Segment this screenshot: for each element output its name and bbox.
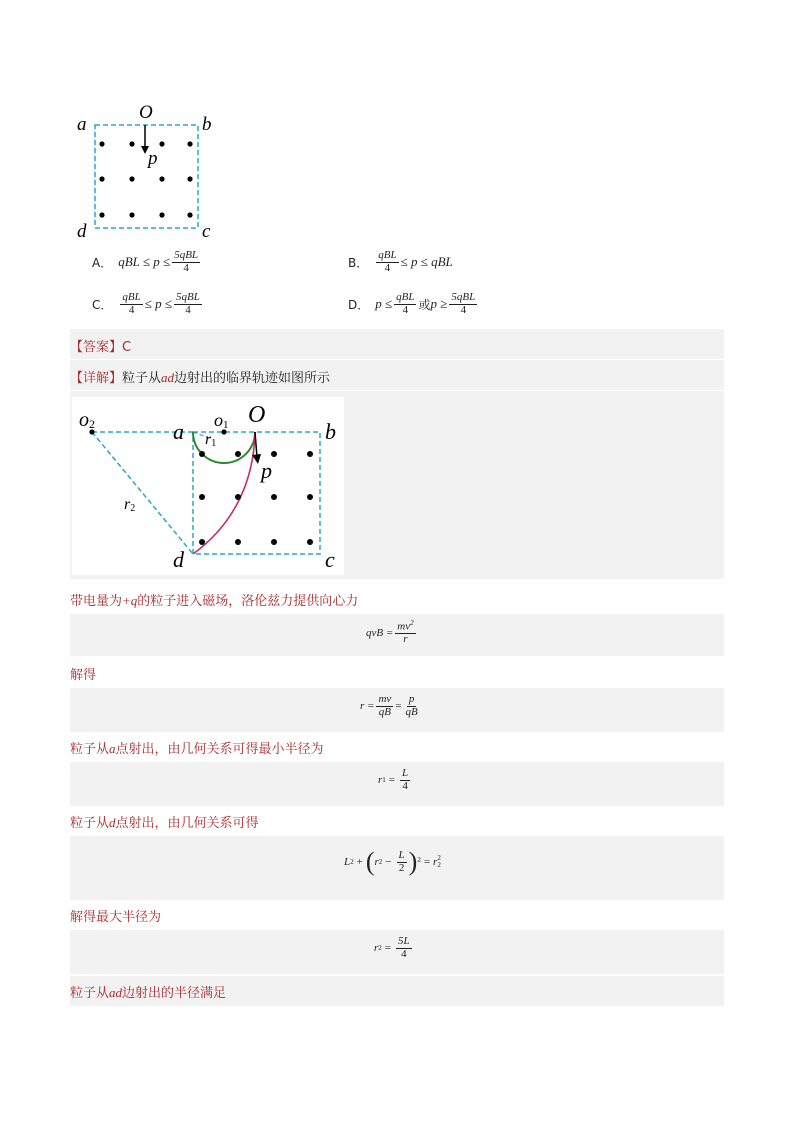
- answer-line: 【答案】C: [70, 340, 132, 355]
- velocity-arrow-2: [255, 432, 257, 457]
- entry-point-O-label: O: [139, 102, 153, 123]
- radius-r2-label: r2: [124, 496, 136, 514]
- corner-d-label: d: [77, 221, 87, 242]
- entry-point-O-label-2: O: [248, 402, 266, 428]
- center-o1-label: o1: [214, 410, 229, 431]
- detail-line: 【详解】粒子从ad边射出的临界轨迹如图所示: [70, 370, 331, 386]
- max-radius-text: 解得最大半径为: [70, 910, 162, 925]
- equation-geometry: L 2 + ( r 2 − $\frac{L}{2}$ ) 2 = r 2 2: [344, 847, 441, 876]
- center-o2-label: o2: [79, 409, 95, 431]
- field-boundary: [95, 125, 198, 228]
- figure2-svg: [72, 397, 344, 575]
- field-dots-2: [89, 429, 313, 545]
- equation-min-radius: r 1 = $\frac{L}{4}$: [378, 767, 409, 792]
- corner-a-label: a: [77, 114, 87, 135]
- radius-r1-label: r1: [205, 431, 217, 449]
- answer-band: [70, 329, 724, 359]
- momentum-p-label: p: [148, 148, 158, 169]
- option-b[interactable]: B． $\frac{\text{qBL}}{4}$ ≤ p ≤ qBL: [348, 249, 453, 274]
- equation-radius: r = $\frac{mv}{qB}$ = $\frac{p}{qB}$: [360, 693, 418, 718]
- answer-value: C: [122, 340, 132, 355]
- field-dots: [99, 141, 192, 217]
- corner-c-label: c: [202, 221, 211, 242]
- min-radius-text: 粒子从a点射出，由几何关系可得最小半径为: [70, 741, 324, 757]
- solve-text-1: 解得: [70, 668, 97, 683]
- momentum-p-label-2: p: [261, 458, 272, 483]
- corner-d-label-2: d: [173, 547, 184, 572]
- max-radius-trajectory: [193, 432, 255, 554]
- min-radius-trajectory: [193, 432, 255, 463]
- option-c[interactable]: C． $\frac{\text{qBL}}{4}$ ≤ p ≤ $\frac{\text{5qBL}}{4}$: [92, 291, 200, 316]
- corner-c-label-2: c: [325, 547, 335, 572]
- equation-centripetal: qvB = $\frac{mv^2}{r}$: [366, 619, 414, 646]
- corner-b-label: b: [202, 114, 212, 135]
- option-d[interactable]: D． p ≤ $\frac{\text{qBL}}{4}$ 或 p ≥ $\frac{\text{5qBL}}{4}$: [348, 291, 476, 316]
- max-radius-geometry-text: 粒子从d点射出，由几何关系可得: [70, 815, 259, 831]
- radius-condition-text: 粒子从ad边射出的半径满足: [70, 985, 227, 1001]
- equation-max-radius: r 2 = $\frac{5L}{4}$: [374, 935, 410, 960]
- figure-magnetic-field-square: [74, 96, 224, 242]
- radius-r2-line: [92, 432, 193, 554]
- lorentz-force-text: 带电量为+q的粒子进入磁场，洛伦兹力提供向心力: [70, 593, 359, 609]
- corner-a-label-2: a: [173, 419, 184, 444]
- corner-b-label-2: b: [325, 419, 336, 444]
- figure-critical-trajectories: [72, 397, 344, 575]
- figure1-svg: [74, 96, 224, 242]
- option-a[interactable]: A． qBL ≤ p ≤ $\frac{\text{5qBL}}{4}$: [92, 249, 199, 274]
